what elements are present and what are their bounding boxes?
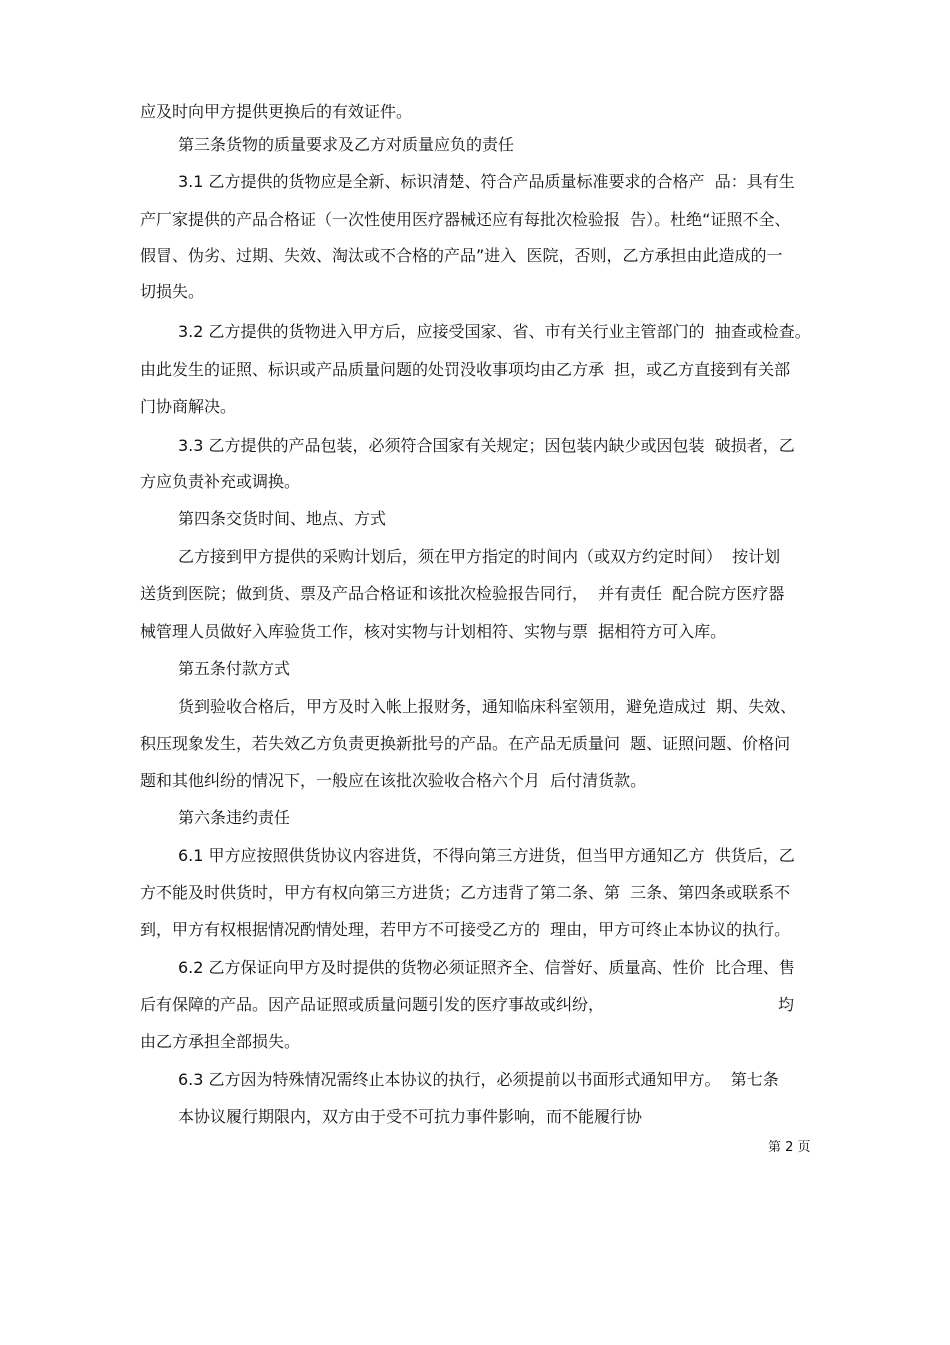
- text-line: 3.3 乙方提供的产品包装，必须符合国家有关规定；因包装内缺少或因包装 破损者，乙: [178, 436, 795, 455]
- text-line: 乙方接到甲方提供的采购计划后，须在甲方指定的时间内（或双方约定时间） 按计划: [178, 547, 781, 566]
- text-line: 6.3 乙方因为特殊情况需终止本协议的执行，必须提前以书面形式通知甲方。 第七条: [178, 1070, 779, 1089]
- text-line: 6.2 乙方保证向甲方及时提供的货物必须证照齐全、信誉好、质量高、性价 比合理、售: [178, 958, 795, 977]
- text-line: 假冒、伪劣、过期、失效、淘汰或不合格的产品”进入 医院，否则，乙方承担由此造成的一: [140, 246, 783, 265]
- text-line: 方不能及时供货时，甲方有权向第三方进货；乙方违背了第二条、第 三条、第四条或联系不: [140, 883, 791, 902]
- text-line: 货到验收合格后，甲方及时入帐上报财务，通知临床科室领用，避免造成过 期、失效、: [178, 697, 797, 716]
- text-line: 后有保障的产品。因产品证照或质量问题引发的医疗事故或纠纷，: [140, 995, 605, 1014]
- text-line: 应及时向甲方提供更换后的有效证件。: [140, 102, 413, 121]
- text-line: 到，甲方有权根据情况酌情处理，若甲方不可接受乙方的 理由，甲方可终止本协议的执行。: [140, 920, 791, 939]
- text-line: 送货到医院；做到货、票及产品合格证和该批次检验报告同行， 并有责任 配合院方医疗器: [140, 584, 785, 603]
- text-line: 6.1 甲方应按照供货协议内容进货，不得向第三方进货，但当甲方通知乙方 供货后，乙: [178, 846, 795, 865]
- text-line: 3.2 乙方提供的货物进入甲方后，应接受国家、省、市有关行业主管部门的 抽查或检查。: [178, 322, 811, 341]
- text-line: 门协商解决。: [140, 397, 237, 416]
- section-heading: 第六条违约责任: [178, 808, 291, 827]
- text-line: 题和其他纠纷的情况下，一般应在该批次验收合格六个月 后付清货款。: [140, 771, 647, 790]
- page-number: 第 2 页: [768, 1140, 811, 1155]
- section-heading: 第五条付款方式: [178, 659, 291, 678]
- text-line: 由此发生的证照、标识或产品质量问题的处罚没收事项均由乙方承 担，或乙方直接到有关部: [140, 360, 791, 379]
- text-line: 方应负责补充或调换。: [140, 472, 301, 491]
- section-heading: 第四条交货时间、地点、方式: [178, 509, 387, 528]
- text-line: 切损失。: [140, 282, 205, 301]
- text-line: 积压现象发生，若失效乙方负责更换新批号的产品。在产品无质量问 题、证照问题、价格问: [140, 734, 791, 753]
- text-line: 本协议履行期限内，双方由于受不可抗力事件影响，而不能履行协: [178, 1107, 643, 1126]
- text-line: 由乙方承担全部损失。: [140, 1032, 301, 1051]
- section-heading: 第三条货物的质量要求及乙方对质量应负的责任: [178, 135, 515, 154]
- text-line: 均: [778, 995, 795, 1014]
- text-line: 械管理人员做好入库验货工作，核对实物与计划相符、实物与票 据相符方可入库。: [140, 622, 727, 641]
- text-line: 3.1 乙方提供的货物应是全新、标识清楚、符合产品质量标准要求的合格产 品：具有生: [178, 172, 795, 191]
- text-line: 产厂家提供的产品合格证（一次性使用医疗器械还应有每批次检验报 告）。杜绝“证照不全、: [140, 210, 791, 229]
